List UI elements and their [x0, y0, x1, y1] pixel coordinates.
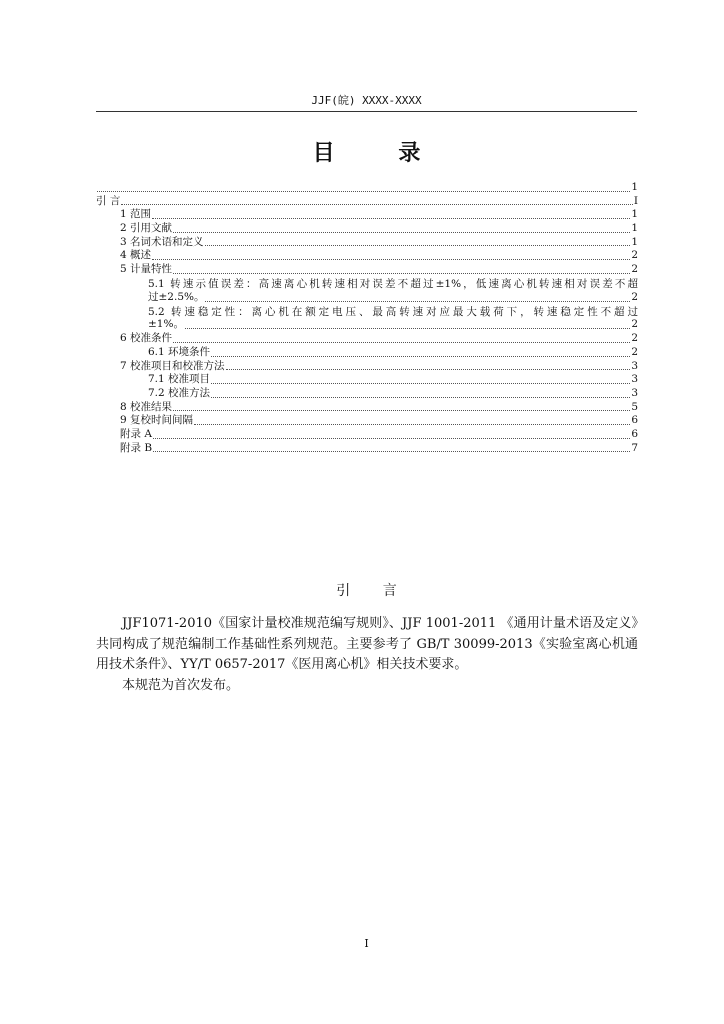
toc-leader [205, 245, 631, 246]
document-header-code: JJF(皖) XXXX-XXXX [311, 94, 422, 107]
toc-leader [211, 397, 630, 398]
toc-leader [121, 204, 633, 205]
toc-entry-scope[interactable] [96, 208, 638, 222]
toc-entry-references[interactable] [96, 222, 638, 236]
toc-leader [173, 273, 630, 274]
toc-entry-label: 7.2 校准方法 [148, 386, 211, 399]
toc-entry-overview[interactable] [96, 249, 638, 263]
toc-entry-label: 5 计量特性 [120, 263, 173, 276]
header-divider [96, 111, 637, 112]
toc-entry-calibration-methods[interactable] [96, 387, 638, 401]
toc-entry-label: 7 校准项目和校准方法 [120, 359, 225, 372]
toc-page-number: 2 [631, 249, 638, 262]
toc-page-number: 2 [631, 290, 638, 303]
toc-entry-label: 引 言 [96, 194, 121, 207]
toc-entry-label-continued: 过±2.5%。 [148, 290, 205, 303]
toc-page-number: 1 [631, 222, 638, 235]
introduction-heading: 引 言 [336, 583, 411, 599]
toc-entry-label: 5.1 转速示值误差：高速离心机转速相对误差不超过±1%，低速离心机转速相对误差不超 [148, 277, 638, 290]
toc-leader [194, 424, 630, 425]
toc-leader [173, 232, 630, 233]
toc-leader [152, 259, 630, 260]
toc-entry-label: 附录 A [120, 427, 152, 440]
toc-entry-label: 6.1 环境条件 [148, 345, 211, 358]
toc-leader [152, 218, 630, 219]
toc-entry-recalibration-interval[interactable] [96, 414, 638, 428]
toc-entry-label: 3 名词术语和定义 [120, 235, 204, 248]
toc-entry-label: 2 引用文献 [120, 222, 173, 235]
table-of-contents [96, 181, 638, 455]
toc-entry-label-continued: ±1%。 [148, 318, 184, 331]
toc-page-number: 6 [631, 414, 638, 427]
toc-page-number: 2 [631, 318, 638, 331]
toc-entry-terms[interactable] [96, 236, 638, 250]
toc-entry-environment-conditions[interactable] [96, 346, 638, 360]
toc-entry-metrological-characteristics[interactable] [96, 263, 638, 277]
toc-page-number: 6 [631, 427, 638, 440]
toc-leader [97, 191, 630, 192]
toc-leader [185, 328, 630, 329]
page-number: I [364, 937, 369, 950]
toc-title: 目 录 [312, 141, 449, 166]
toc-entry-appendix-b[interactable] [96, 442, 638, 456]
toc-entry-speed-stability[interactable] [96, 305, 638, 333]
toc-page-number: 2 [631, 263, 638, 276]
toc-entry-appendix-a[interactable] [96, 428, 638, 442]
toc-page-number: 3 [631, 359, 638, 372]
toc-leader [153, 438, 630, 439]
toc-page-number: 2 [631, 332, 638, 345]
toc-page-number: 3 [631, 373, 638, 386]
introduction-paragraph: 本规范为首次发布。 [122, 677, 240, 693]
toc-page-number: 1 [631, 235, 638, 248]
toc-leader [211, 383, 630, 384]
toc-entry-label: 8 校准结果 [120, 400, 173, 413]
toc-page-number: 1 [631, 180, 638, 193]
toc-entry-calibration-items[interactable] [96, 373, 638, 387]
toc-entry-calibration-items-methods[interactable] [96, 360, 638, 374]
toc-entry-label: 6 校准条件 [120, 332, 173, 345]
toc-leader [205, 301, 630, 302]
toc-entry-label: 4 概述 [120, 249, 152, 262]
introduction-body [96, 614, 638, 696]
toc-page-number: I [633, 194, 638, 207]
toc-leader [173, 342, 630, 343]
toc-page-number: 7 [631, 441, 638, 454]
toc-entry-label: 附录 B [120, 441, 153, 454]
toc-leader [226, 369, 631, 370]
toc-entry-calibration-results[interactable] [96, 401, 638, 415]
toc-entry-label: 1 范围 [120, 208, 152, 221]
toc-leader [153, 451, 630, 452]
toc-entry-label: 7.1 校准项目 [148, 373, 211, 386]
introduction-paragraph: JJF1071-2010《国家计量校准规范编写规则》、JJF 1001-2011 《通用计量术语及定义》共同构成了规范编制工作基础性系列规范。主要参考了 GB/T 30099-2013《实验室离心机通用技术条件》、YY/T 0657-2017《医用离心机》相关技术要求。 [96, 616, 638, 672]
toc-entry-speed-indication-error[interactable] [96, 277, 638, 305]
toc-entry-label: 9 复校时间间隔 [120, 414, 194, 427]
toc-leader [173, 410, 630, 411]
toc-entry-introduction[interactable] [96, 195, 638, 209]
toc-entry-label: 5.2 转速稳定性：离心机在额定电压、最高转速对应最大载荷下，转速稳定性不超过 [148, 305, 638, 318]
toc-entry-calibration-conditions[interactable] [96, 332, 638, 346]
toc-page-number: 5 [631, 400, 638, 413]
toc-entry-blank[interactable] [96, 181, 638, 195]
toc-leader [211, 356, 630, 357]
toc-page-number: 2 [631, 345, 638, 358]
toc-page-number: 1 [631, 208, 638, 221]
toc-page-number: 3 [631, 386, 638, 399]
